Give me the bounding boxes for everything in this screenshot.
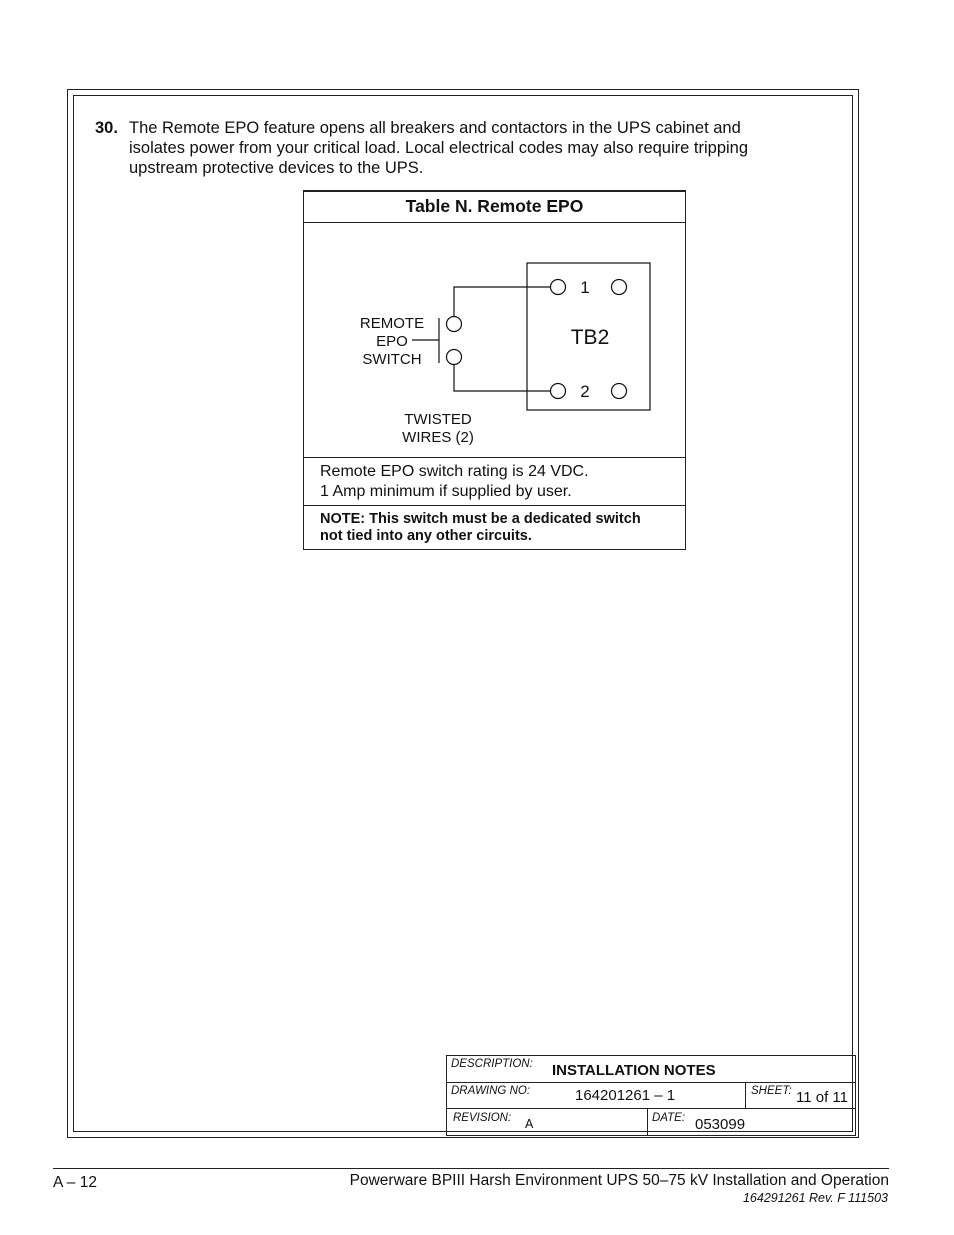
title-block-description-row	[447, 1056, 855, 1083]
drawing-no-value: 164201261 – 1	[575, 1087, 676, 1104]
switch-rating	[304, 457, 685, 506]
tb2-terminal-1-right	[612, 280, 627, 295]
revision-label: REVISION:	[453, 1112, 512, 1124]
footer-rule	[53, 1168, 889, 1169]
remote-epo-wiring-diagram	[304, 223, 685, 457]
table-title: Table N. Remote EPO	[304, 192, 685, 223]
document-title: Powerware BPIII Harsh Environment UPS 50–75 kV Installation and Operation	[349, 1172, 889, 1189]
remote-epo-table	[303, 190, 686, 550]
page-number: A – 12	[53, 1174, 97, 1191]
switch-contact-top	[447, 317, 462, 332]
wires-label-line-2: WIRES (2)	[402, 429, 474, 446]
description-label: DESCRIPTION:	[451, 1058, 533, 1070]
sheet-label: SHEET:	[751, 1085, 792, 1097]
sheet-value: 11 of 11	[796, 1089, 848, 1106]
tb2-terminal-2-right	[612, 384, 627, 399]
date-label: DATE:	[652, 1112, 686, 1124]
switch-label-line-1: REMOTE	[359, 315, 425, 332]
tb2-terminal-2-left	[551, 384, 566, 399]
title-block-divider	[745, 1083, 746, 1108]
switch-note	[304, 506, 685, 545]
drawing-title-block	[446, 1055, 856, 1136]
tb2-terminal-1-left	[551, 280, 566, 295]
wire-to-terminal-2	[454, 365, 551, 392]
rating-line-1: Remote EPO switch rating is 24 VDC.	[320, 463, 589, 480]
switch-label-line-3: SWITCH	[362, 351, 422, 368]
rating-line-2: 1 Amp minimum if supplied by user.	[320, 483, 572, 500]
document-revision: 164291261 Rev. F 111503	[742, 1191, 888, 1205]
date-value: 053099	[695, 1116, 746, 1133]
note-line-2: not tied into any other circuits.	[320, 528, 532, 544]
wire-to-terminal-1	[454, 287, 551, 317]
step-text: The Remote EPO feature opens all breakers and contactors in the UPS cabinet and isolates power from your critical load. Local electrical codes may also require tripping upstream protective devices to the UPS.	[129, 119, 749, 177]
title-block-revision-row	[447, 1109, 855, 1135]
description-value: INSTALLATION NOTES	[552, 1062, 716, 1079]
title-block-divider	[647, 1109, 648, 1135]
wires-label-line-1: TWISTED	[404, 411, 472, 428]
drawing-no-label: DRAWING NO:	[451, 1085, 531, 1097]
revision-value: A	[525, 1117, 534, 1131]
terminal-block-label: TB2	[570, 326, 610, 349]
step-number: 30.	[95, 119, 118, 137]
note-line-1: NOTE: This switch must be a dedicated switch	[320, 511, 641, 527]
switch-contact-bottom	[447, 350, 462, 365]
terminal-1-label: 1	[580, 278, 590, 297]
switch-label-line-2: EPO	[376, 333, 408, 350]
terminal-2-label: 2	[580, 382, 590, 401]
title-block-drawing-row	[447, 1083, 855, 1109]
